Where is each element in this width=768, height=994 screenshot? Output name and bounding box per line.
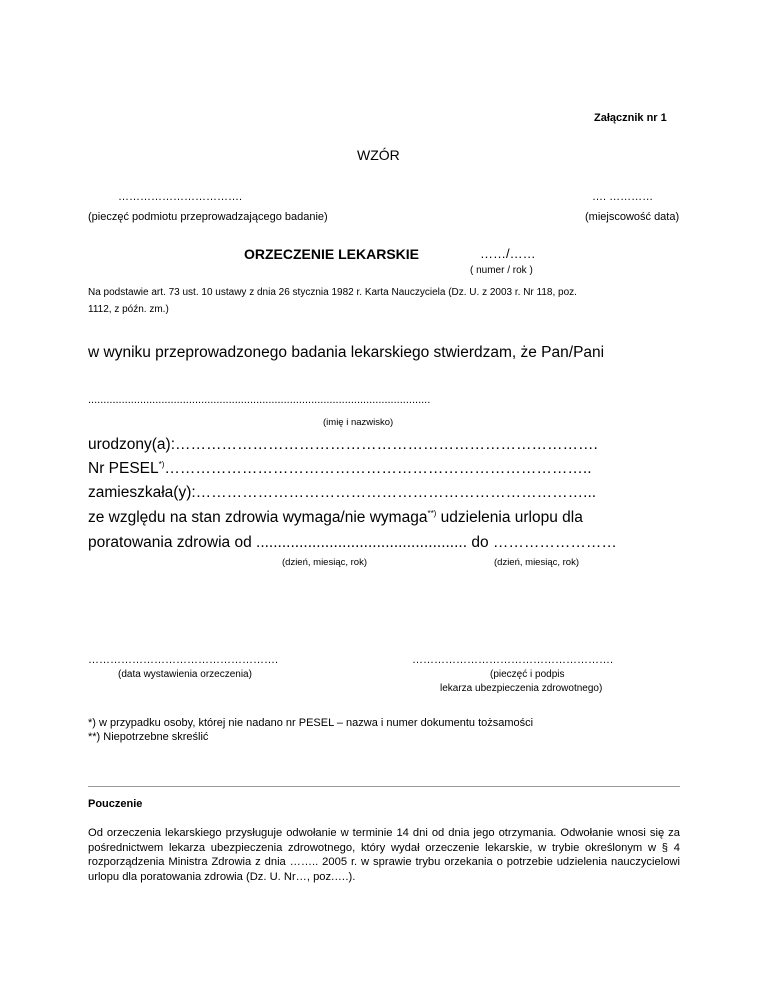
residence-field: zamieszkała(y):…………………………………………………………………... [88, 484, 597, 501]
doctor-signature-dots: ………………………………………………. [412, 654, 614, 666]
pesel-footnote-mark: *) [158, 460, 165, 469]
place-date-dots: …. ………… [592, 191, 654, 203]
pesel-dots: ……………………………………………………………………….. [164, 460, 592, 477]
statement-text: w wyniku przeprowadzonego badania lekarskiego stwierdzam, że Pan/Pani [88, 344, 605, 361]
doctor-caption-line2: lekarza ubezpieczenia zdrowotnego) [440, 683, 603, 694]
health-line [88, 509, 583, 527]
health-text-part2: udzielenia urlopu dla [436, 509, 583, 526]
issue-date-caption: (data wystawienia orzeczenia) [118, 669, 252, 680]
stamp-caption: (pieczęć podmiotu przeprowadzającego badanie) [88, 211, 328, 223]
born-field: urodzony(a):………………………………………………………………………. [88, 436, 598, 453]
certificate-number-caption: ( numer / rok ) [470, 265, 533, 276]
instruction-text: Od orzeczenia lekarskiego przysługuje odwołanie w terminie 14 dni od dnia jego otrzymania. Odwołanie wnosi się za pośrednictwem lekarza ubezpieczenia zdrowotnego, który wydał orzeczenie lekarskie, w trybie określonym w § 4 rozporządzenia Ministra Zdrowia z dnia …….. 2005 r. w sprawie trybu orzekania o potrzebie udzielenia nauczycielowi urlopu dla poratowania zdrowia (Dz. U. Nr…, poz.….). [88, 827, 680, 883]
certificate-number-field: ……/…… [480, 246, 536, 261]
pattern-title: WZÓR [357, 147, 400, 163]
from-date-caption: (dzień, miesiąc, rok) [282, 557, 367, 568]
name-dots: ................................................................................................................ [88, 394, 431, 406]
health-text-part1: ze względu na stan zdrowia wymaga/nie wymaga [88, 509, 428, 526]
health-footnote-mark: **) [427, 509, 437, 518]
footnote-2: **) Niepotrzebne skreślić [88, 731, 209, 743]
issue-date-dots: ……………………………………………. [88, 654, 279, 666]
legal-basis-line1: Na podstawie art. 73 ust. 10 ustawy z dnia 26 stycznia 1982 r. Karta Nauczyciela (Dz. U. z 2003 r. Nr 118, poz. [88, 287, 577, 298]
place-date-caption: (miejscowość data) [585, 211, 680, 223]
doctor-caption-line1: (pieczęć i podpis [490, 669, 565, 680]
section-divider [88, 786, 680, 787]
leave-period-field: poratowania zdrowia od ................................................. do …………………… [88, 534, 617, 551]
footnote-1: *) w przypadku osoby, której nie nadano nr PESEL – nazwa i numer dokumentu tożsamości [88, 717, 534, 729]
pesel-label: Nr PESEL [88, 460, 159, 477]
attachment-label: Załącznik nr 1 [594, 112, 667, 124]
name-caption: (imię i nazwisko) [323, 417, 394, 428]
pesel-field [88, 460, 592, 478]
instruction-heading: Pouczenie [88, 798, 143, 810]
stamp-dots: ……………………………. [118, 191, 243, 203]
to-date-caption: (dzień, miesiąc, rok) [494, 557, 579, 568]
legal-basis-line2: 1112, z późn. zm.) [88, 304, 169, 315]
certificate-title: ORZECZENIE LEKARSKIE [244, 246, 420, 262]
